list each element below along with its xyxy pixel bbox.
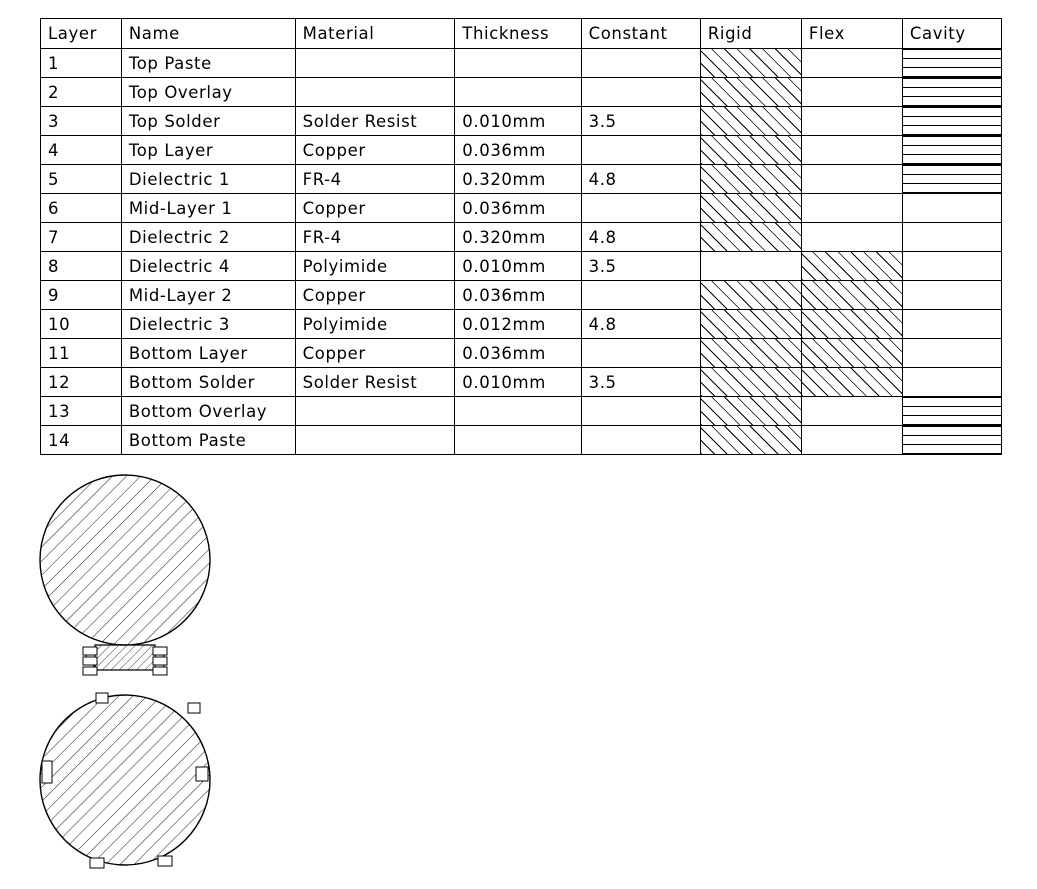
cell-constant xyxy=(581,397,700,426)
column-header-constant: Constant xyxy=(581,19,700,49)
table-row[interactable] xyxy=(41,223,1002,252)
table-header-row xyxy=(41,19,1002,49)
cell-layer: 5 xyxy=(41,165,122,194)
cell-cavity xyxy=(902,78,1001,107)
cell-flex xyxy=(801,426,902,455)
cell-thickness xyxy=(455,397,581,426)
line-fill-marker xyxy=(903,136,1001,164)
hatch-fill-marker xyxy=(701,397,801,425)
cell-material: Polyimide xyxy=(295,252,455,281)
cell-name: Bottom Paste xyxy=(121,426,295,455)
hatch-fill-marker xyxy=(701,223,801,251)
table-row[interactable] xyxy=(41,310,1002,339)
cell-material: Copper xyxy=(295,136,455,165)
cell-flex xyxy=(801,281,902,310)
cell-flex xyxy=(801,107,902,136)
line-fill-marker xyxy=(903,49,1001,77)
cell-layer: 1 xyxy=(41,49,122,78)
cell-name: Bottom Layer xyxy=(121,339,295,368)
line-fill-marker xyxy=(903,165,1001,193)
cell-thickness: 0.320mm xyxy=(455,223,581,252)
cell-flex xyxy=(801,136,902,165)
cell-thickness: 0.036mm xyxy=(455,194,581,223)
cell-flex xyxy=(801,368,902,397)
line-fill-marker xyxy=(903,78,1001,106)
cell-material xyxy=(295,49,455,78)
cell-thickness: 0.036mm xyxy=(455,339,581,368)
table-row[interactable] xyxy=(41,49,1002,78)
cell-flex xyxy=(801,252,902,281)
cell-layer: 6 xyxy=(41,194,122,223)
cell-layer: 9 xyxy=(41,281,122,310)
cell-flex xyxy=(801,310,902,339)
column-header-thickness: Thickness xyxy=(455,19,581,49)
cell-rigid xyxy=(700,252,801,281)
cell-material: FR-4 xyxy=(295,165,455,194)
cell-rigid xyxy=(700,78,801,107)
hatch-fill-marker xyxy=(701,368,801,396)
cell-name: Dielectric 3 xyxy=(121,310,295,339)
column-header-flex: Flex xyxy=(801,19,902,49)
cell-thickness xyxy=(455,78,581,107)
cell-layer: 12 xyxy=(41,368,122,397)
table-row[interactable] xyxy=(41,194,1002,223)
cell-flex xyxy=(801,49,902,78)
cross-section-svg xyxy=(20,455,300,885)
cell-constant xyxy=(581,194,700,223)
cell-cavity xyxy=(902,136,1001,165)
hatch-fill-marker xyxy=(802,281,902,309)
cell-layer: 11 xyxy=(41,339,122,368)
cell-rigid xyxy=(700,368,801,397)
cell-constant xyxy=(581,78,700,107)
cell-constant xyxy=(581,136,700,165)
pcb-cross-section-drawing xyxy=(20,455,300,889)
hatch-fill-marker xyxy=(701,281,801,309)
cell-name: Bottom Solder xyxy=(121,368,295,397)
column-header-material: Material xyxy=(295,19,455,49)
cell-thickness: 0.010mm xyxy=(455,107,581,136)
cell-name: Mid-Layer 1 xyxy=(121,194,295,223)
cell-rigid xyxy=(700,136,801,165)
table-row[interactable] xyxy=(41,165,1002,194)
cell-thickness xyxy=(455,426,581,455)
cell-material: FR-4 xyxy=(295,223,455,252)
cell-rigid xyxy=(700,107,801,136)
table-row[interactable] xyxy=(41,339,1002,368)
cell-cavity xyxy=(902,339,1001,368)
cell-rigid xyxy=(700,165,801,194)
table-row[interactable] xyxy=(41,107,1002,136)
line-fill-marker xyxy=(903,426,1001,454)
hatch-fill-marker xyxy=(802,339,902,367)
cell-rigid xyxy=(700,194,801,223)
table-row[interactable] xyxy=(41,426,1002,455)
cell-layer: 8 xyxy=(41,252,122,281)
table-row[interactable] xyxy=(41,368,1002,397)
cell-material xyxy=(295,426,455,455)
cell-cavity xyxy=(902,368,1001,397)
cell-thickness: 0.010mm xyxy=(455,252,581,281)
hatch-fill-marker xyxy=(802,252,902,280)
cell-cavity xyxy=(902,165,1001,194)
table-row[interactable] xyxy=(41,252,1002,281)
cell-name: Bottom Overlay xyxy=(121,397,295,426)
upper-rigid-board xyxy=(40,475,210,645)
table-row[interactable] xyxy=(41,78,1002,107)
line-fill-marker xyxy=(903,107,1001,135)
cell-cavity xyxy=(902,252,1001,281)
cell-material: Solder Resist xyxy=(295,107,455,136)
column-header-name: Name xyxy=(121,19,295,49)
cell-layer: 2 xyxy=(41,78,122,107)
cell-thickness: 0.036mm xyxy=(455,136,581,165)
cell-material: Copper xyxy=(295,281,455,310)
cell-cavity xyxy=(902,397,1001,426)
cell-cavity xyxy=(902,49,1001,78)
cell-name: Mid-Layer 2 xyxy=(121,281,295,310)
column-header-cavity: Cavity xyxy=(902,19,1001,49)
cell-constant: 3.5 xyxy=(581,252,700,281)
cell-rigid xyxy=(700,397,801,426)
cell-constant: 3.5 xyxy=(581,368,700,397)
cell-thickness: 0.320mm xyxy=(455,165,581,194)
cell-constant: 4.8 xyxy=(581,223,700,252)
cell-name: Dielectric 1 xyxy=(121,165,295,194)
line-fill-marker xyxy=(903,397,1001,425)
cell-constant xyxy=(581,49,700,78)
cell-rigid xyxy=(700,223,801,252)
cell-material: Solder Resist xyxy=(295,368,455,397)
hatch-fill-marker xyxy=(701,78,801,106)
column-header-rigid: Rigid xyxy=(700,19,801,49)
hatch-fill-marker xyxy=(701,107,801,135)
cell-name: Top Solder xyxy=(121,107,295,136)
cell-material: Polyimide xyxy=(295,310,455,339)
cell-name: Dielectric 4 xyxy=(121,252,295,281)
hatch-fill-marker xyxy=(802,310,902,338)
cell-rigid xyxy=(700,49,801,78)
cell-constant xyxy=(581,339,700,368)
cell-material: Copper xyxy=(295,339,455,368)
cell-rigid xyxy=(700,281,801,310)
cell-flex xyxy=(801,397,902,426)
hatch-fill-marker xyxy=(701,339,801,367)
cell-material: Copper xyxy=(295,194,455,223)
cell-constant xyxy=(581,426,700,455)
cell-layer: 10 xyxy=(41,310,122,339)
cell-layer: 3 xyxy=(41,107,122,136)
hatch-fill-marker xyxy=(802,368,902,396)
cell-name: Top Layer xyxy=(121,136,295,165)
cell-flex xyxy=(801,194,902,223)
cell-layer: 7 xyxy=(41,223,122,252)
cell-constant: 3.5 xyxy=(581,107,700,136)
cell-thickness: 0.036mm xyxy=(455,281,581,310)
cell-thickness: 0.010mm xyxy=(455,368,581,397)
layer-stackup-table xyxy=(40,18,1002,455)
cell-flex xyxy=(801,223,902,252)
table-row[interactable] xyxy=(41,281,1002,310)
cell-flex xyxy=(801,339,902,368)
cell-rigid xyxy=(700,339,801,368)
cell-cavity xyxy=(902,107,1001,136)
cell-rigid xyxy=(700,310,801,339)
cell-material xyxy=(295,78,455,107)
hatch-fill-marker xyxy=(701,194,801,222)
cell-cavity xyxy=(902,426,1001,455)
cell-cavity xyxy=(902,281,1001,310)
hatch-fill-marker xyxy=(701,136,801,164)
cell-cavity xyxy=(902,223,1001,252)
column-header-layer: Layer xyxy=(41,19,122,49)
cell-layer: 13 xyxy=(41,397,122,426)
cell-name: Dielectric 2 xyxy=(121,223,295,252)
cell-name: Top Paste xyxy=(121,49,295,78)
cell-flex xyxy=(801,165,902,194)
cell-constant: 4.8 xyxy=(581,310,700,339)
cell-thickness: 0.012mm xyxy=(455,310,581,339)
table-row[interactable] xyxy=(41,397,1002,426)
cell-cavity xyxy=(902,194,1001,223)
lower-rigid-board xyxy=(40,693,210,868)
cell-cavity xyxy=(902,310,1001,339)
cell-rigid xyxy=(700,426,801,455)
flex-interconnect xyxy=(83,645,167,675)
hatch-fill-marker xyxy=(701,426,801,454)
cell-layer: 4 xyxy=(41,136,122,165)
cell-constant: 4.8 xyxy=(581,165,700,194)
cell-thickness xyxy=(455,49,581,78)
cell-material xyxy=(295,397,455,426)
cell-layer: 14 xyxy=(41,426,122,455)
hatch-fill-marker xyxy=(701,165,801,193)
table-row[interactable] xyxy=(41,136,1002,165)
hatch-fill-marker xyxy=(701,49,801,77)
cell-name: Top Overlay xyxy=(121,78,295,107)
hatch-fill-marker xyxy=(701,310,801,338)
cell-flex xyxy=(801,78,902,107)
cell-constant xyxy=(581,281,700,310)
